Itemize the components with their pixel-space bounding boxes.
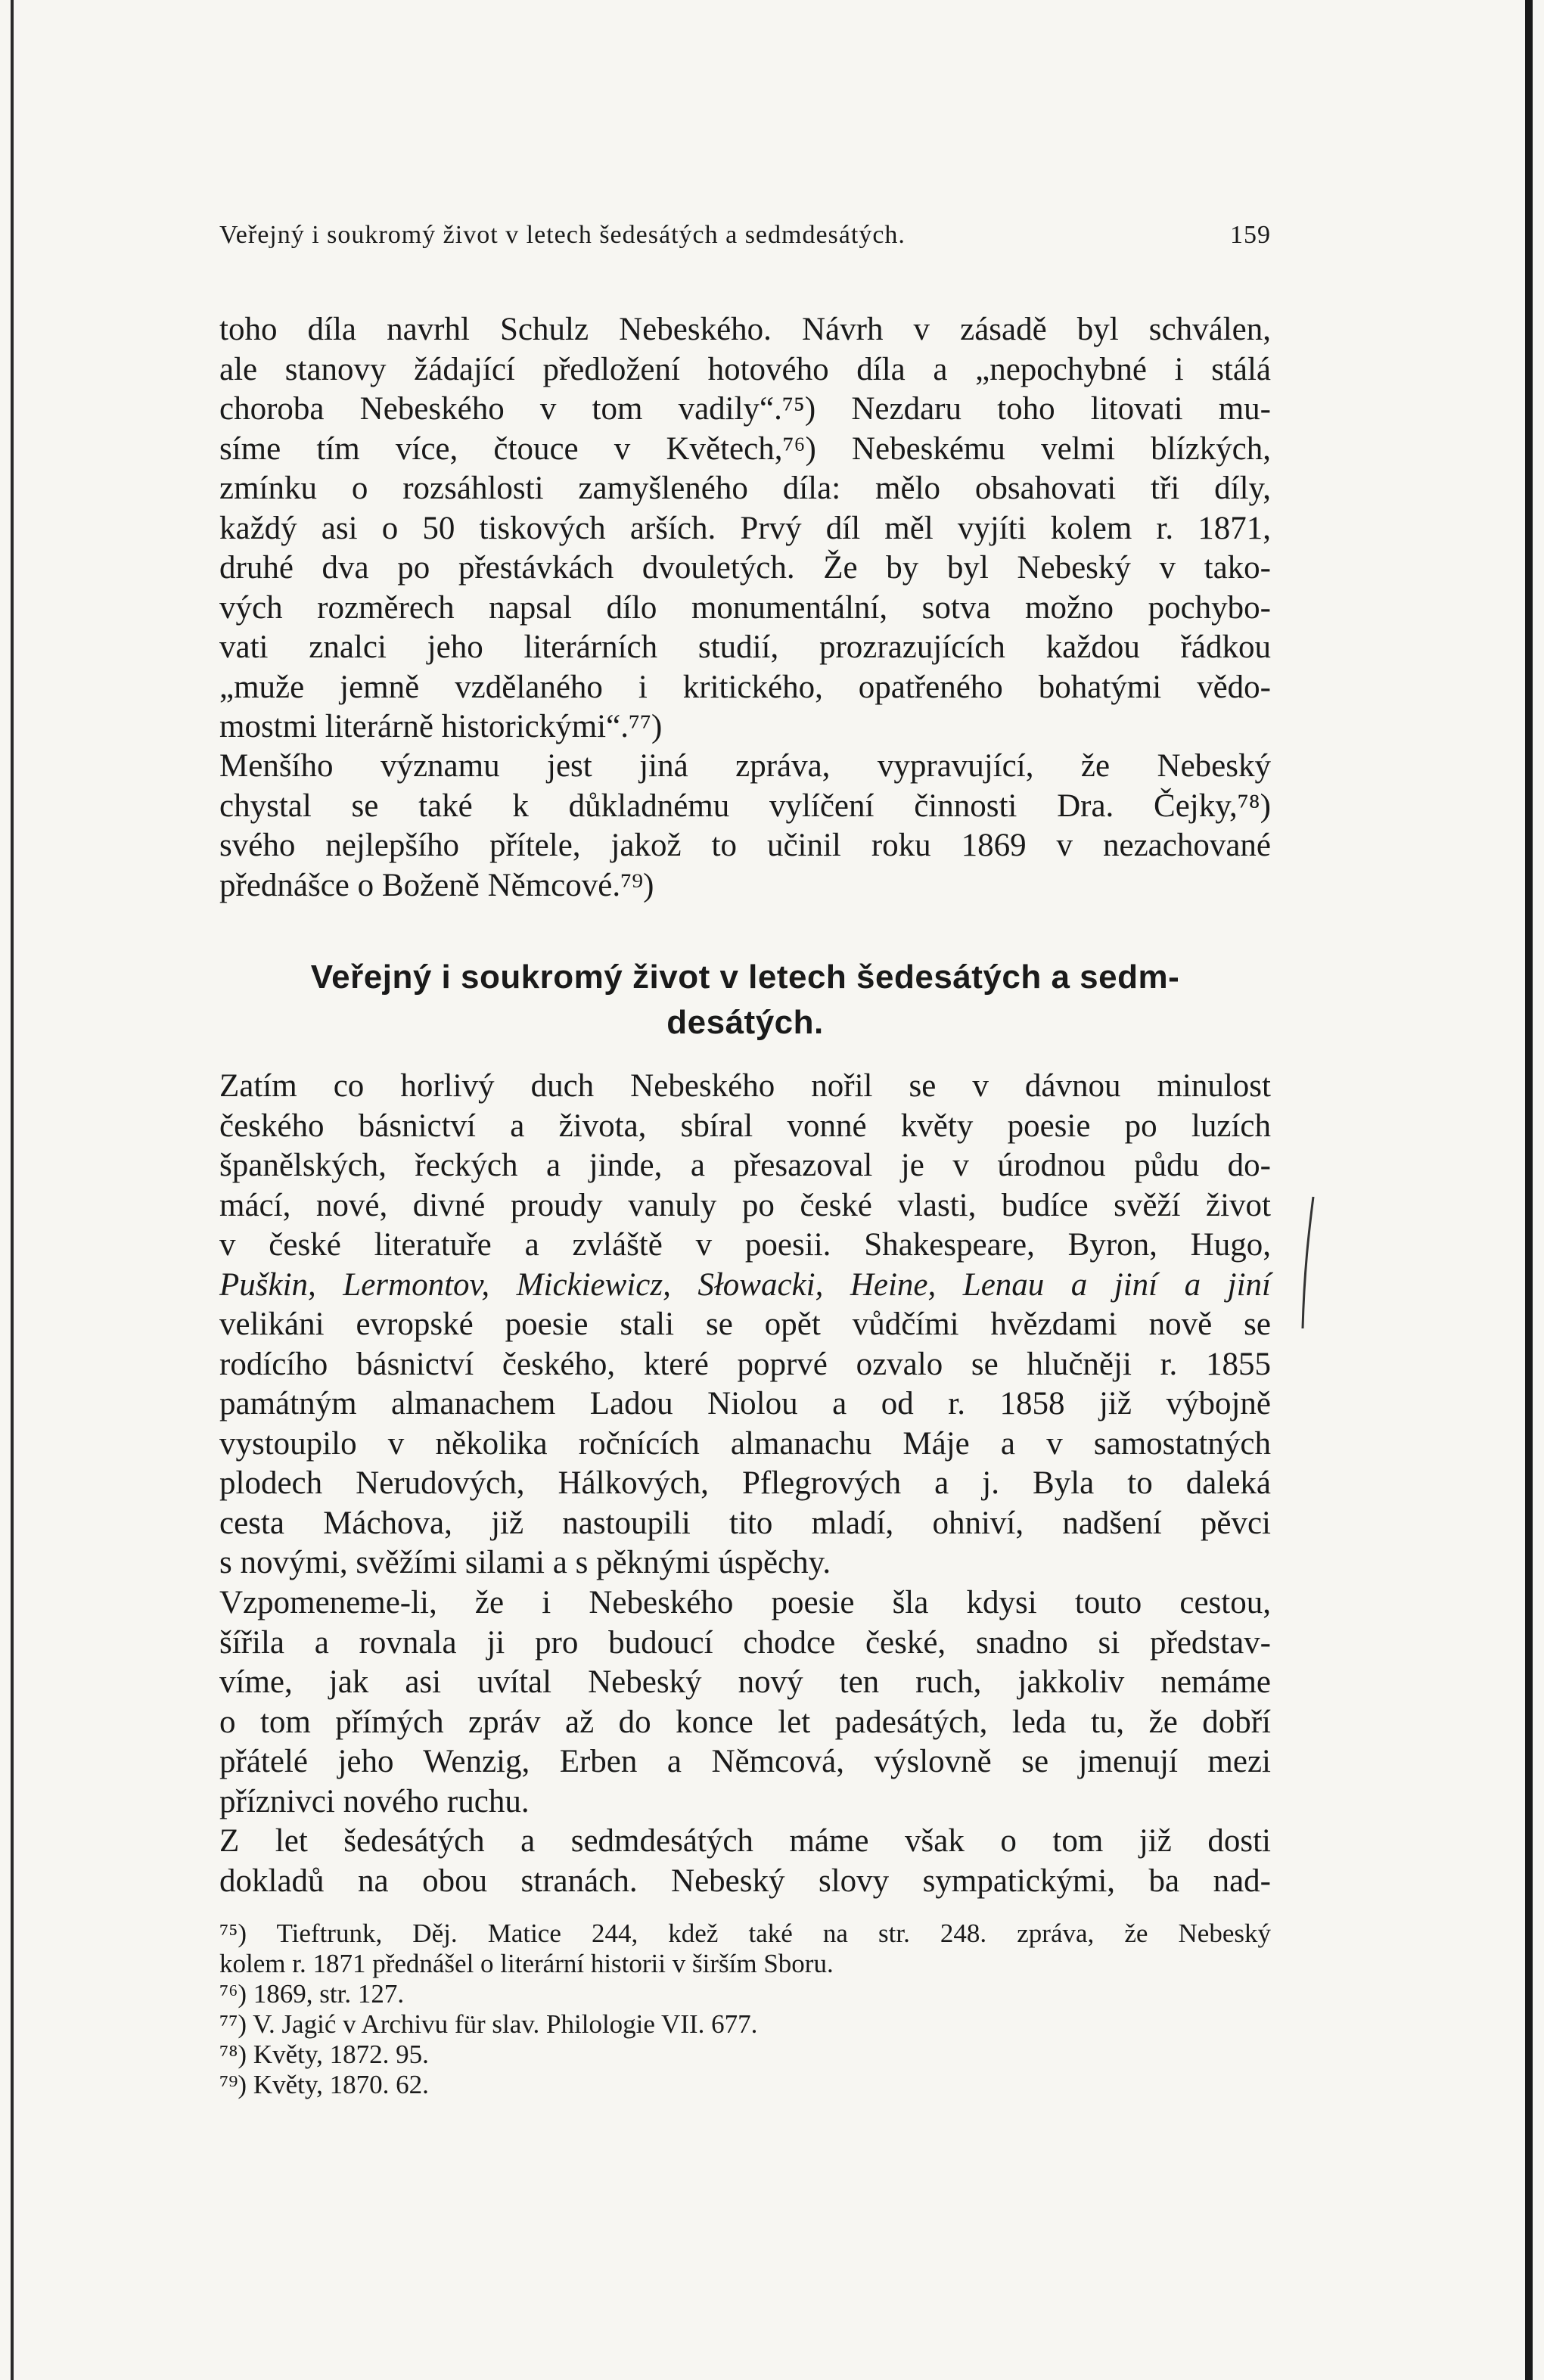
line: druhé dva po přestávkách dvouletých. Že by byl Nebeský v tako- <box>219 550 1271 586</box>
paragraph-smaller-significance <box>219 747 1271 906</box>
line: toho díla navrhl Schulz Nebeského. Návrh v zásadě byl schválen, <box>219 312 1271 347</box>
running-header <box>219 221 1271 250</box>
page-number: 159 <box>1230 221 1271 249</box>
line: v české literatuře a zvláště v poesii. Shakespeare, Byron, Hugo, <box>219 1227 1271 1263</box>
line: víme, jak asi uvítal Nebeský nový ten ruch, jakkoliv nemáme <box>219 1664 1271 1700</box>
footnote-78: ⁷⁸) Květy, 1872. 95. <box>219 2040 429 2069</box>
line: příznivci nového ruchu. <box>219 1783 530 1819</box>
line: plodech Nerudových, Hálkových, Pflegrových a j. Byla to daleká <box>219 1465 1271 1501</box>
line: mostmi literárně historickými“.⁷⁷) <box>219 709 663 744</box>
line: velikáni evropské poesie stali se opět vůdčími hvězdami nově se <box>219 1307 1271 1342</box>
footnote-76: ⁷⁶) 1869, str. 127. <box>219 1979 405 2009</box>
line: síme tím více, čtouce v Květech,⁷⁶) Nebeskému velmi blízkých, <box>219 430 1271 467</box>
line: vých rozměrech napsal dílo monumentální, sotva možno pochybo- <box>219 589 1271 626</box>
line: šířila a rovnala ji pro budoucí chodce české, snadno si představ- <box>219 1624 1271 1661</box>
line: španělských, řeckých a jinde, a přesazoval je v úrodnou půdu do- <box>219 1148 1271 1183</box>
line: svého nejlepšího přítele, jakož to učinil roku 1869 v nezachované <box>219 828 1271 863</box>
paragraph-sixties <box>219 1822 1271 1901</box>
line: každý asi o 50 tiskových arších. Prvý díl měl vyjíti kolem r. 1871, <box>219 510 1271 546</box>
line: památným almanachem Ladou Niolou a od r. 1858 již výbojně <box>219 1386 1271 1421</box>
margin-pencil-mark <box>1301 1195 1316 1331</box>
running-title: Veřejný i soukromý život v letech šedesátých a sedmdesátých. <box>219 221 906 249</box>
line: českého básnictví a života, sbíral vonné květy poesie po luzích <box>219 1108 1271 1144</box>
line: přednášce o Boženě Němcové.⁷⁹) <box>219 867 654 903</box>
line: přátelé jeho Wenzig, Erben a Němcová, výslovně se jmenují mezi <box>219 1744 1271 1779</box>
line: dokladů na obou stranách. Nebeský slovy sympatickými, ba nad- <box>219 1863 1271 1899</box>
line: „muže jemně vzdělaného i kritického, opatřeného bohatými vědo- <box>219 669 1271 705</box>
line: Z let šedesátých a sedmdesátých máme však o tom již dosti <box>219 1823 1271 1859</box>
section-heading-line1: Veřejný i soukromý život v letech šedesátých a sedm- <box>310 959 1180 996</box>
line: rodícího básnictví českého, které poprvé ozvalo se hlučněji r. 1855 <box>219 1346 1271 1382</box>
line: o tom přímých zpráv až do konce let padesátých, leda tu, že dobří <box>219 1704 1271 1740</box>
line: chystal se také k důkladnému vylíčení činnosti Dra. Čejky,⁷⁸) <box>219 788 1271 824</box>
footnote-77: ⁷⁷) V. Jagić v Archivu für slav. Philologie VII. 677. <box>219 2009 758 2039</box>
line: mácí, nové, divné proudy vanuly po české vlasti, budíce svěží život <box>219 1187 1271 1223</box>
line: Zatím co horlivý duch Nebeského nořil se v dávnou minulost <box>219 1068 1271 1104</box>
line: s novými, svěžími silami a s pěknými úspěchy. <box>219 1545 831 1580</box>
line: choroba Nebeského v tom vadily“.⁷⁵) Nezdaru toho litovati mu- <box>219 391 1271 427</box>
paragraph-continued <box>219 310 1271 747</box>
paragraph-meanwhile <box>219 1067 1271 1583</box>
footnote-79: ⁷⁹) Květy, 1870. 62. <box>219 2070 429 2099</box>
section-heading-line2: desátých. <box>666 1004 824 1041</box>
line: ale stanovy žádající předložení hotového díla a „nepochybné i stálá <box>219 351 1271 387</box>
line: zmínku o rozsáhlosti zamyšleného díla: mělo obsahovati tři díly, <box>219 471 1271 506</box>
line: Menšího významu jest jiná zpráva, vypravující, že Nebeský <box>219 748 1271 784</box>
footnote-75-cont: kolem r. 1871 přednášel o literární historii v širším Sboru. <box>219 1949 834 1978</box>
line: vati znalci jeho literárních studií, prozrazujících každou řádkou <box>219 629 1271 665</box>
line: Puškin, Lermontov, Mickiewicz, Słowacki, Heine, Lenau a jiní a jiní <box>219 1266 1271 1303</box>
section-heading <box>204 955 1286 1046</box>
line: vystoupilo v několika ročnících almanachu Máje a v samostatných <box>219 1425 1271 1462</box>
paragraph-remember <box>219 1583 1271 1822</box>
footnotes <box>219 1919 1271 2100</box>
line: Vzpomeneme-li, že i Nebeského poesie šla kdysi touto cestou, <box>219 1585 1271 1620</box>
line: cesta Máchova, již nastoupili tito mladí, ohniví, nadšení pěvci <box>219 1505 1271 1541</box>
footnote-75: ⁷⁵) Tieftrunk, Děj. Matice 244, kdež také na str. 248. zpráva, že Nebeský <box>219 1919 1271 1948</box>
